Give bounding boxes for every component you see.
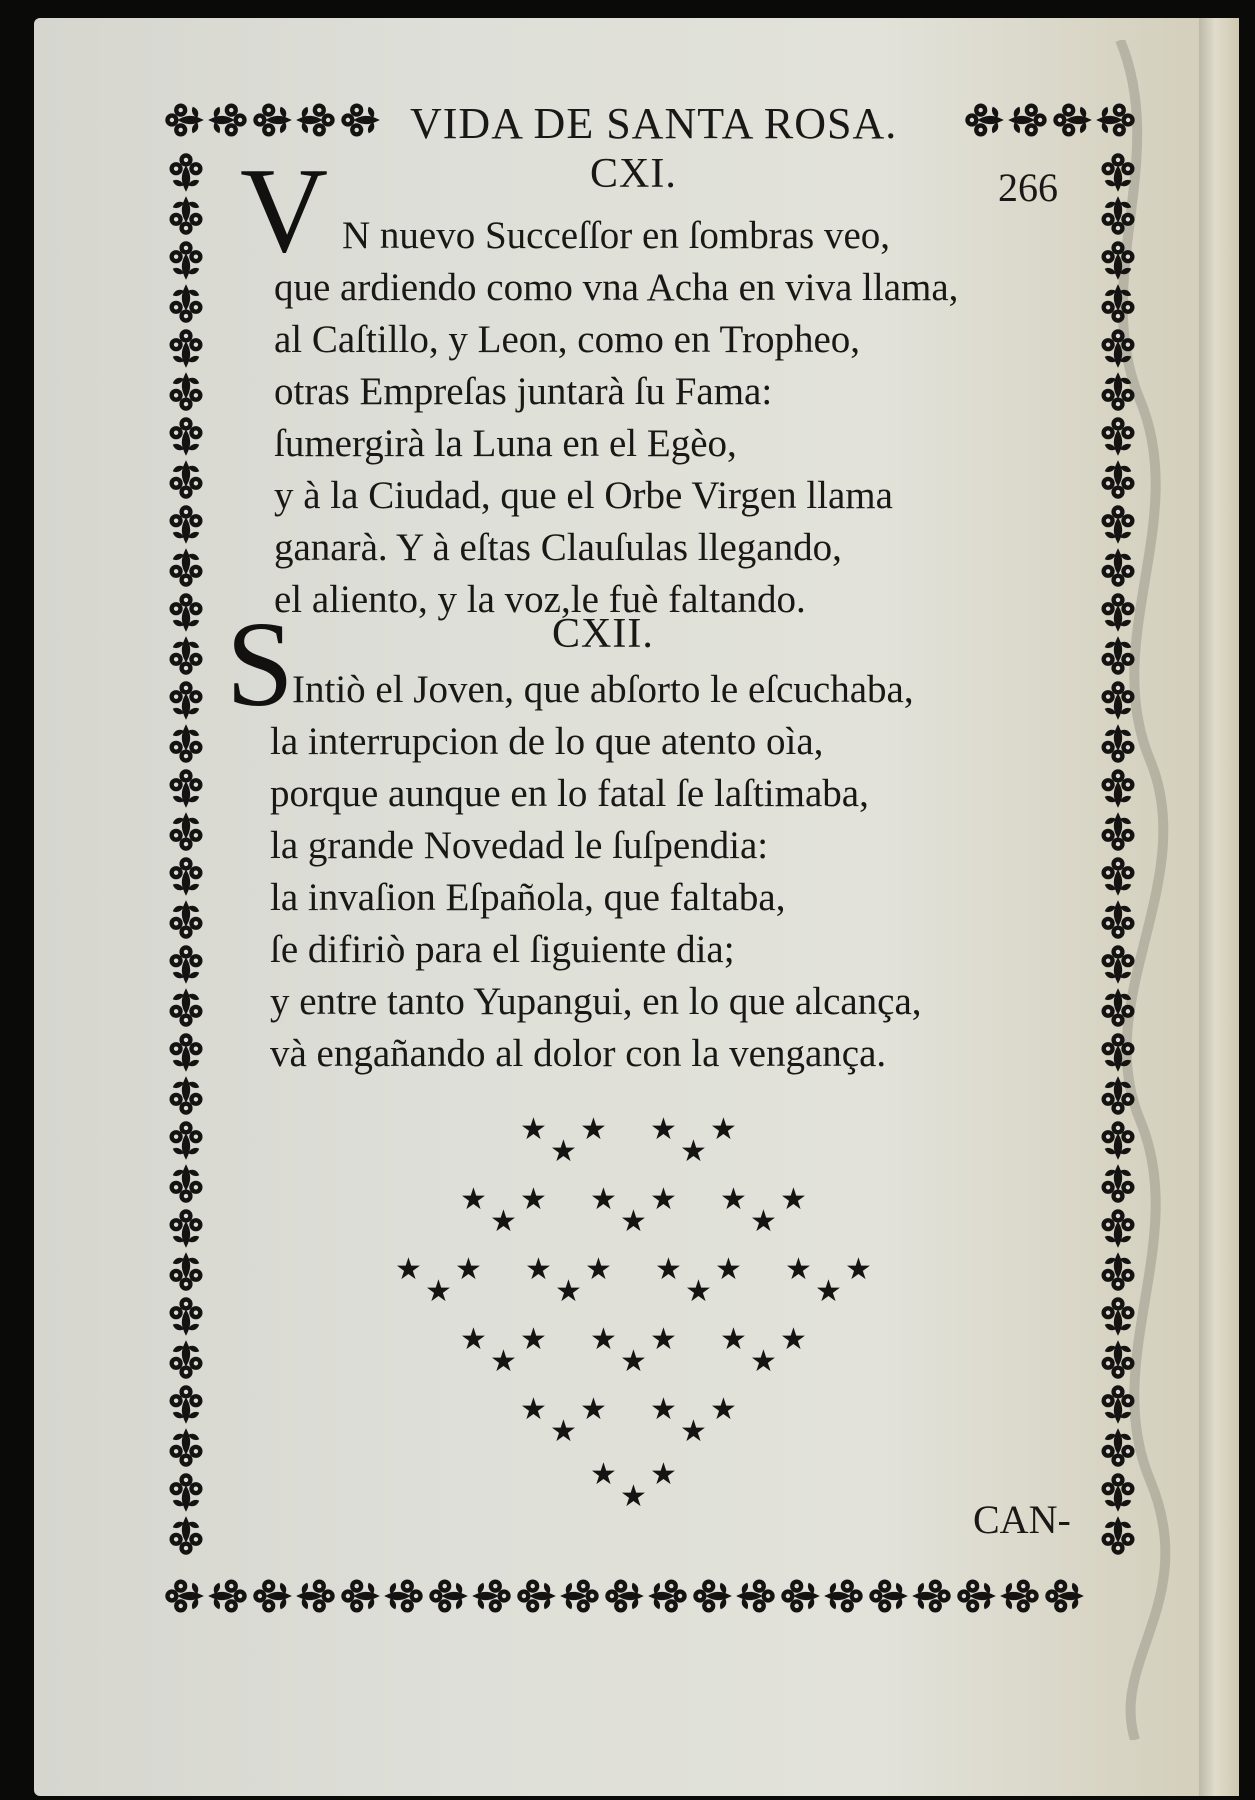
fleuron-ornament xyxy=(1096,370,1140,414)
star-glyph: ★ xyxy=(620,1479,647,1514)
fleuron-ornament xyxy=(164,282,208,326)
page-number: 266 xyxy=(998,165,1058,210)
fleuron-ornament xyxy=(1096,1118,1140,1162)
fleuron-ornament xyxy=(164,1206,208,1250)
fleuron-ornament xyxy=(1096,1470,1140,1514)
fleuron-ornament xyxy=(910,1574,954,1618)
star-glyph: ★ xyxy=(785,1252,812,1287)
fleuron-ornament xyxy=(1096,898,1140,942)
fleuron-ornament xyxy=(1096,1426,1140,1470)
verse-line: el aliento, y la voz,le fuè faltando. xyxy=(274,578,806,621)
fleuron-ornament xyxy=(164,502,208,546)
border-right xyxy=(1096,150,1140,1558)
fleuron-ornament xyxy=(1096,1030,1140,1074)
star-glyph: ★ xyxy=(525,1252,552,1287)
star-glyph: ★ xyxy=(425,1274,452,1309)
fleuron-ornament xyxy=(164,414,208,458)
fleuron-ornament xyxy=(1006,98,1050,142)
fleuron-ornament xyxy=(1096,854,1140,898)
star-glyph: ★ xyxy=(650,1392,677,1427)
stanza-cxii-text xyxy=(270,664,922,1080)
verse-line: y entre tanto Yupangui, en lo que alcança, xyxy=(270,980,922,1023)
star-glyph: ★ xyxy=(520,1322,547,1357)
verse-line: al Caſtillo, y Leon, como en Tropheo, xyxy=(274,318,861,361)
fleuron-ornament xyxy=(164,590,208,634)
page-edge xyxy=(1199,18,1239,1796)
fleuron-ornament xyxy=(1096,238,1140,282)
star-glyph: ★ xyxy=(395,1252,422,1287)
verse-line: N nuevo Succeſſor en ſombras veo, xyxy=(342,214,891,257)
star-glyph: ★ xyxy=(585,1252,612,1287)
fleuron-ornament xyxy=(164,1470,208,1514)
fleuron-ornament xyxy=(734,1574,778,1618)
fleuron-ornament xyxy=(164,766,208,810)
fleuron-ornament xyxy=(1096,1074,1140,1118)
fleuron-ornament xyxy=(1096,282,1140,326)
fleuron-ornament xyxy=(646,1574,690,1618)
fleuron-ornament xyxy=(1096,1206,1140,1250)
fleuron-ornament xyxy=(1096,678,1140,722)
star-glyph: ★ xyxy=(520,1392,547,1427)
star-glyph: ★ xyxy=(750,1344,777,1379)
fleuron-ornament xyxy=(1096,150,1140,194)
star-glyph: ★ xyxy=(590,1182,617,1217)
fleuron-ornament xyxy=(602,1574,646,1618)
fleuron-ornament xyxy=(1096,502,1140,546)
fleuron-ornament xyxy=(866,1574,910,1618)
fleuron-ornament xyxy=(164,1426,208,1470)
fleuron-ornament xyxy=(1096,1162,1140,1206)
star-glyph: ★ xyxy=(715,1252,742,1287)
fleuron-ornament xyxy=(1096,810,1140,854)
verse-line: otras Empreſas juntarà ſu Fama: xyxy=(274,370,773,413)
star-glyph: ★ xyxy=(720,1322,747,1357)
fleuron-ornament xyxy=(1096,1514,1140,1558)
fleuron-ornament xyxy=(1096,634,1140,678)
star-glyph: ★ xyxy=(680,1414,707,1449)
verse-line: la grande Novedad le ſuſpendia: xyxy=(270,824,769,867)
fleuron-ornament xyxy=(164,942,208,986)
fleuron-ornament xyxy=(1096,1382,1140,1426)
fleuron-ornament xyxy=(962,98,1006,142)
fleuron-ornament xyxy=(164,1162,208,1206)
fleuron-ornament xyxy=(778,1574,822,1618)
star-glyph: ★ xyxy=(590,1457,617,1492)
star-glyph: ★ xyxy=(780,1182,807,1217)
fleuron-ornament xyxy=(164,1250,208,1294)
star-glyph: ★ xyxy=(490,1344,517,1379)
fleuron-ornament xyxy=(1096,942,1140,986)
drop-cap-s: S xyxy=(226,597,294,732)
fleuron-ornament xyxy=(164,194,208,238)
fleuron-ornament xyxy=(954,1574,998,1618)
fleuron-ornament xyxy=(164,986,208,1030)
star-glyph: ★ xyxy=(580,1112,607,1147)
fleuron-ornament xyxy=(470,1574,514,1618)
star-glyph: ★ xyxy=(580,1392,607,1427)
fleuron-ornament xyxy=(164,458,208,502)
fleuron-ornament xyxy=(1096,414,1140,458)
star-glyph: ★ xyxy=(650,1112,677,1147)
fleuron-ornament xyxy=(164,1382,208,1426)
star-glyph: ★ xyxy=(620,1204,647,1239)
fleuron-ornament xyxy=(1096,986,1140,1030)
fleuron-ornament xyxy=(164,326,208,370)
verse-line: ganarà. Y à eſtas Clauſulas llegando, xyxy=(274,526,842,569)
star-tailpiece xyxy=(370,1112,930,1514)
fleuron-ornament xyxy=(164,1074,208,1118)
fleuron-ornament xyxy=(690,1574,734,1618)
fleuron-ornament xyxy=(338,98,382,142)
verse-line: la interrupcion de lo que atento oìa, xyxy=(270,720,824,763)
star-glyph: ★ xyxy=(650,1457,677,1492)
fleuron-ornament xyxy=(1096,326,1140,370)
star-glyph: ★ xyxy=(520,1112,547,1147)
star-glyph: ★ xyxy=(845,1252,872,1287)
verse-line: que ardiendo como vna Acha en viva llama, xyxy=(274,266,959,309)
verse-line: ſumergirà la Luna en el Egèo, xyxy=(274,422,737,465)
stanza-number-cxii: CXII. xyxy=(552,611,654,657)
fleuron-ornament xyxy=(294,98,338,142)
star-glyph: ★ xyxy=(520,1182,547,1217)
star-glyph: ★ xyxy=(650,1182,677,1217)
verse-line: y à la Ciudad, que el Orbe Virgen llama xyxy=(274,474,893,517)
star-glyph: ★ xyxy=(460,1322,487,1357)
fleuron-ornament xyxy=(514,1574,558,1618)
star-glyph: ★ xyxy=(620,1344,647,1379)
fleuron-ornament xyxy=(164,238,208,282)
drop-cap-v: V xyxy=(240,143,329,278)
fleuron-ornament xyxy=(1096,1294,1140,1338)
fleuron-ornament xyxy=(294,1574,338,1618)
fleuron-ornament xyxy=(164,370,208,414)
fleuron-ornament xyxy=(164,898,208,942)
fleuron-ornament xyxy=(206,1574,250,1618)
border-top xyxy=(162,98,382,142)
fleuron-ornament xyxy=(558,1574,602,1618)
fleuron-ornament xyxy=(164,1118,208,1162)
fleuron-ornament xyxy=(1096,546,1140,590)
fleuron-ornament xyxy=(1096,194,1140,238)
fleuron-ornament xyxy=(162,1574,206,1618)
fleuron-ornament xyxy=(382,1574,426,1618)
fleuron-ornament xyxy=(164,854,208,898)
fleuron-ornament xyxy=(164,1338,208,1382)
catchword: CAN- xyxy=(973,1497,1071,1542)
fleuron-ornament xyxy=(338,1574,382,1618)
border-left xyxy=(164,150,208,1558)
stanza-cxi-text xyxy=(274,210,958,626)
fleuron-ornament xyxy=(1096,722,1140,766)
star-glyph: ★ xyxy=(455,1252,482,1287)
fleuron-ornament xyxy=(998,1574,1042,1618)
fleuron-ornament xyxy=(164,1030,208,1074)
fleuron-ornament xyxy=(1042,1574,1086,1618)
star-glyph: ★ xyxy=(460,1182,487,1217)
fleuron-ornament xyxy=(1096,590,1140,634)
verse-line: porque aunque en lo fatal ſe laſtimaba, xyxy=(270,772,869,815)
star-glyph: ★ xyxy=(710,1392,737,1427)
star-glyph: ★ xyxy=(655,1252,682,1287)
verse-line: ſe difiriò para el ſiguiente dia; xyxy=(270,928,735,971)
star-glyph: ★ xyxy=(550,1414,577,1449)
star-glyph: ★ xyxy=(555,1274,582,1309)
fleuron-ornament xyxy=(250,98,294,142)
fleuron-ornament xyxy=(164,678,208,722)
star-glyph: ★ xyxy=(680,1134,707,1169)
verse-line: và engañando al dolor con la vengança. xyxy=(270,1032,887,1075)
verse-line: Intiò el Joven, que abſorto le eſcuchaba, xyxy=(292,668,914,711)
fleuron-ornament xyxy=(164,546,208,590)
fleuron-ornament xyxy=(206,98,250,142)
stanza-number-cxi: CXI. xyxy=(590,151,677,197)
fleuron-ornament xyxy=(426,1574,470,1618)
running-head: VIDA DE SANTA ROSA. xyxy=(410,99,898,148)
star-glyph: ★ xyxy=(650,1322,677,1357)
verse-line: la invaſion Eſpañola, que faltaba, xyxy=(270,876,786,919)
fleuron-ornament xyxy=(250,1574,294,1618)
fleuron-ornament xyxy=(1050,98,1094,142)
fleuron-ornament xyxy=(164,1514,208,1558)
fleuron-ornament xyxy=(164,150,208,194)
star-glyph: ★ xyxy=(750,1204,777,1239)
star-glyph: ★ xyxy=(710,1112,737,1147)
star-glyph: ★ xyxy=(490,1204,517,1239)
star-glyph: ★ xyxy=(590,1322,617,1357)
star-glyph: ★ xyxy=(550,1134,577,1169)
star-glyph: ★ xyxy=(815,1274,842,1309)
star-glyph: ★ xyxy=(685,1274,712,1309)
fleuron-ornament xyxy=(164,634,208,678)
star-glyph: ★ xyxy=(780,1322,807,1357)
fleuron-ornament xyxy=(1096,1338,1140,1382)
fleuron-ornament xyxy=(1096,1250,1140,1294)
fleuron-ornament xyxy=(164,1294,208,1338)
fleuron-ornament xyxy=(1096,458,1140,502)
star-glyph: ★ xyxy=(720,1182,747,1217)
fleuron-ornament xyxy=(822,1574,866,1618)
fleuron-ornament xyxy=(162,98,206,142)
fleuron-ornament xyxy=(1094,98,1138,142)
border-bottom xyxy=(162,1574,1086,1618)
fleuron-ornament xyxy=(164,722,208,766)
fleuron-ornament xyxy=(1096,766,1140,810)
border-top-right xyxy=(962,98,1138,142)
fleuron-ornament xyxy=(164,810,208,854)
